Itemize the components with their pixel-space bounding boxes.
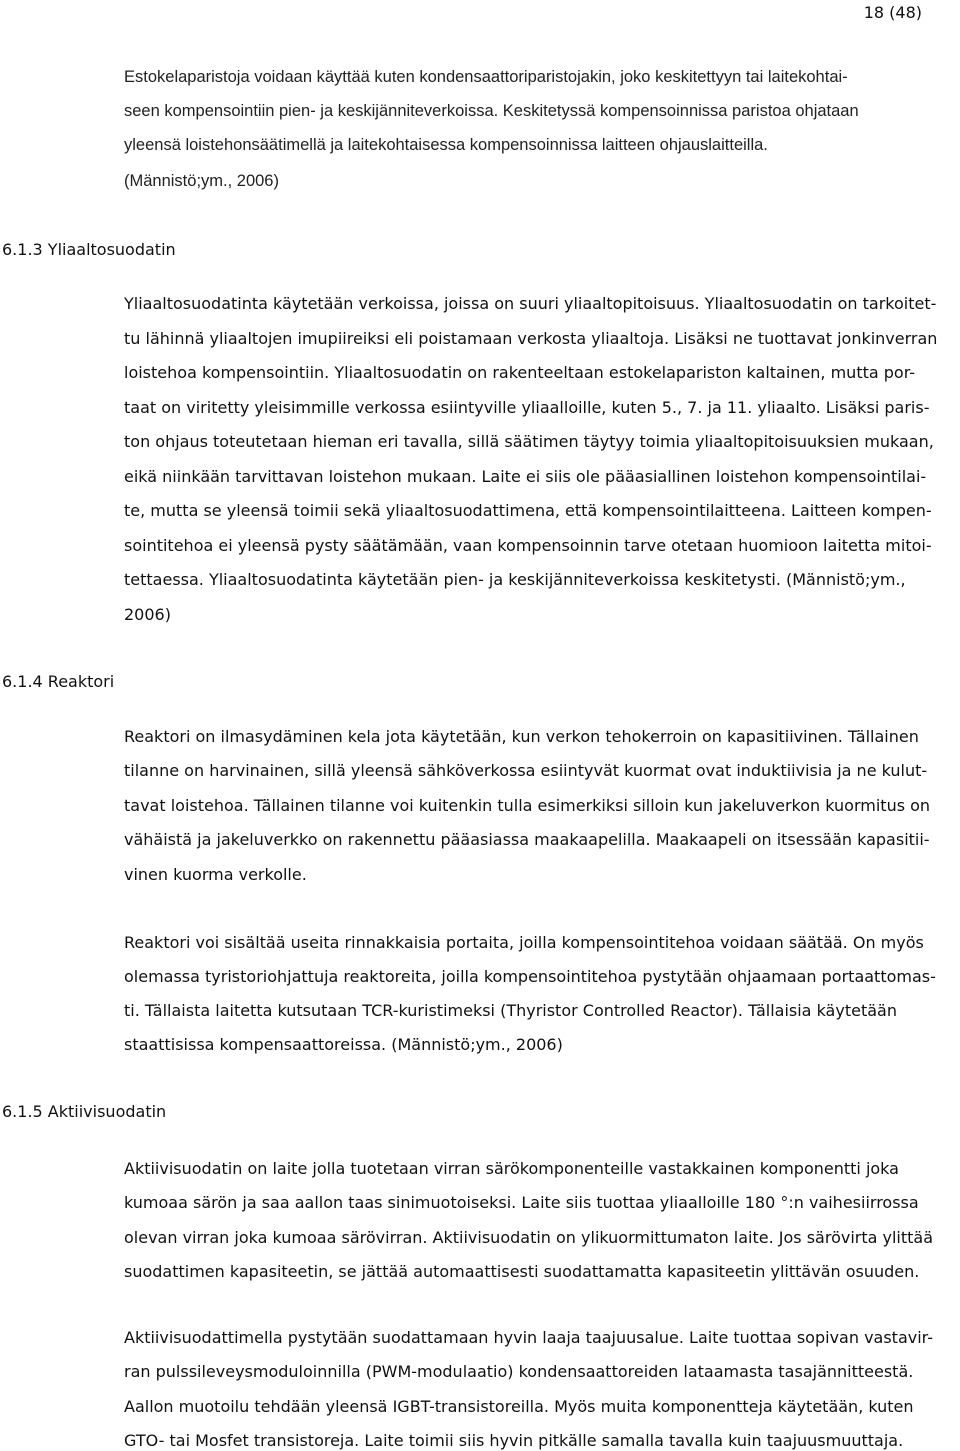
section-heading: 6.1.4 Reaktori bbox=[2, 672, 115, 691]
text-line: ton ohjaus toteutetaan hieman eri tavalla, sillä säätimen täytyy toimia yliaaltopitoisuuksien mukaan, bbox=[124, 432, 934, 451]
text-line: tilanne on harvinainen, sillä yleensä sähköverkossa esiintyvät kuormat ovat induktiivisia ja ne kulut- bbox=[124, 761, 928, 780]
text-line: Reaktori voi sisältää useita rinnakkaisia portaita, joilla kompensointitehoa voidaan säätää. On myös bbox=[124, 933, 924, 952]
text-line: loistehoa kompensointiin. Yliaaltosuodatin on rakenteeltaan estokelapariston kaltainen, mutta por- bbox=[124, 363, 916, 382]
text-line: seen kompensointiin pien- ja keskijänniteverkoissa. Keskitetyssä kompensoinnissa paristoa ohjataan bbox=[124, 102, 859, 120]
text-line: Yliaaltosuodatinta käytetään verkoissa, joissa on suuri yliaaltopitoisuus. Yliaaltosuodatin on tarkoitet- bbox=[124, 294, 937, 313]
text-line: kumoaa särön ja saa aallon taas sinimuotoiseksi. Laite siis tuottaa yliaalloille 180 °:n vaihesiirrossa bbox=[124, 1193, 919, 1212]
text-line: ran pulssileveysmoduloinnilla (PWM-modulaatio) kondensaattoreiden lataamasta tasajännitteestä. bbox=[124, 1362, 914, 1381]
text-line: yleensä loistehonsäätimellä ja laitekohtaisessa kompensoinnissa laitteen ohjauslaitteilla. bbox=[124, 136, 768, 154]
text-line: olevan virran joka kumoaa särövirran. Aktiivisuodatin on ylikuormittumaton laite. Jos särövirta ylittää bbox=[124, 1228, 934, 1247]
text-line: staattisissa kompensaattoreissa. (Männistö;ym., 2006) bbox=[124, 1035, 563, 1054]
text-line: eikä niinkään tarvittavan loistehon mukaan. Laite ei siis ole pääasiallinen loistehon kompensointilai- bbox=[124, 467, 927, 486]
text-line: suodattimen kapasiteetin, se jättää automaattisesti suodattamatta kapasiteetin ylittävän osuuden. bbox=[124, 1262, 920, 1281]
text-line: tu lähinnä yliaaltojen imupiireiksi eli poistamaan verkosta yliaaltoja. Lisäksi ne tuottavat jonkinverran bbox=[124, 329, 938, 348]
text-line: tettaessa. Yliaaltosuodatinta käytetään pien- ja keskijänniteverkoissa keskitetysti. (Männistö;ym., bbox=[124, 570, 906, 589]
page-number: 18 (48) bbox=[863, 3, 922, 22]
text-line: Aktiivisuodatin on laite jolla tuotetaan virran särökomponenteille vastakkainen komponentti joka bbox=[124, 1159, 899, 1178]
section-heading: 6.1.5 Aktiivisuodatin bbox=[2, 1102, 167, 1121]
text-line: vinen kuorma verkolle. bbox=[124, 865, 307, 884]
text-line: te, mutta se yleensä toimii sekä yliaaltosuodattimena, että kompensointilaitteena. Laitteen kompen- bbox=[124, 501, 932, 520]
text-line: taat on viritetty yleisimmille verkossa esiintyville yliaalloille, kuten 5., 7. ja 11. yliaalto. Lisäksi paris- bbox=[124, 398, 930, 417]
text-line: Estokelaparistoja voidaan käyttää kuten kondensaattoriparistojakin, joko keskitettyyn tai laitekohtai- bbox=[124, 68, 848, 86]
text-line: Aallon muotoilu tehdään yleensä IGBT-transistoreilla. Myös muita komponentteja käytetään, kuten bbox=[124, 1397, 914, 1416]
text-line: tavat loistehoa. Tällainen tilanne voi kuitenkin tulla esimerkiksi silloin kun jakeluverkon kuormitus on bbox=[124, 796, 931, 815]
text-line: (Männistö;ym., 2006) bbox=[124, 172, 279, 190]
section-heading: 6.1.3 Yliaaltosuodatin bbox=[2, 240, 176, 259]
text-line: ti. Tällaista laitetta kutsutaan TCR-kuristimeksi (Thyristor Controlled Reactor). Tällaisia käytetään bbox=[124, 1001, 897, 1020]
text-line: 2006) bbox=[124, 605, 171, 624]
text-line: sointitehoa ei yleensä pysty säätämään, vaan kompensoinnin tarve otetaan huomioon laitetta mitoi- bbox=[124, 536, 932, 555]
text-line: vähäistä ja jakeluverkko on rakennettu pääasiassa maakaapelilla. Maakaapeli on itsessään kapasitii- bbox=[124, 830, 930, 849]
text-line: Aktiivisuodattimella pystytään suodattamaan hyvin laaja taajuusalue. Laite tuottaa sopivan vastavir- bbox=[124, 1328, 933, 1347]
text-line: olemassa tyristoriohjattuja reaktoreita, joilla kompensointitehoa pystytään ohjaamaan portaattomas- bbox=[124, 967, 936, 986]
text-line: GTO- tai Mosfet transistoreja. Laite toimii siis hyvin pitkälle samalla tavalla kuin taajuusmuuttaja. bbox=[124, 1431, 904, 1450]
text-line: Reaktori on ilmasydäminen kela jota käytetään, kun verkon tehokerroin on kapasitiivinen. Tällainen bbox=[124, 727, 919, 746]
